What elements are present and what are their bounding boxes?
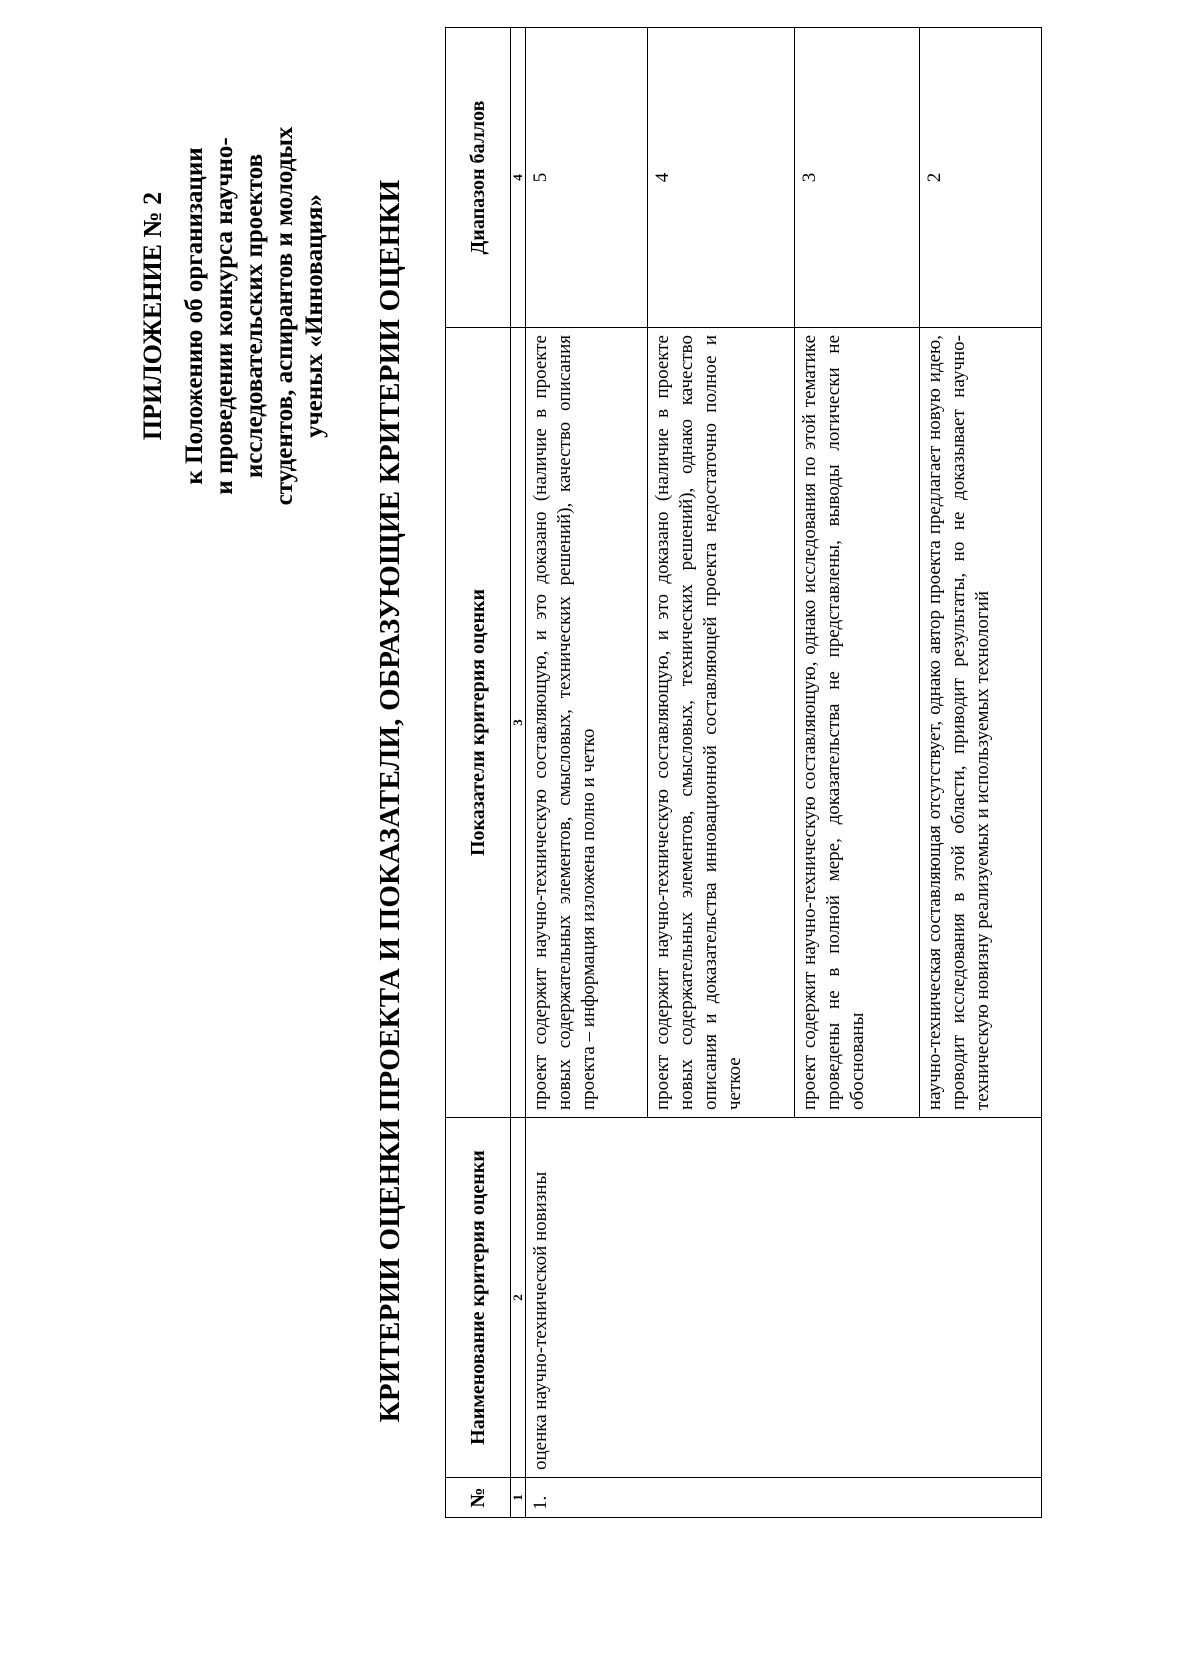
score-value: 3 (795, 28, 920, 328)
header-indicators: Показатели критерия оценки (446, 328, 511, 1118)
appendix-heading (138, 86, 330, 546)
header-number: № (446, 1478, 511, 1518)
indicator-text: проект содержит научно-техническую составляющую, и это доказано (наличие в проекте новых содержательных элементов, смысловых, технических решений), однако качество описания и доказательства инновационной составляющей проекта недостаточно полное и четкое (648, 328, 795, 1118)
appendix-line: и проведении конкурса научно- (211, 137, 238, 495)
page-title: КРИТЕРИИ ОЦЕНКИ ПРОЕКТА И ПОКАЗАТЕЛИ, ОБРАЗУЮЩИЕ КРИТЕРИИ ОЦЕНКИ (374, 179, 406, 1423)
indicator-text: проект содержит научно-техническую составляющую, и это доказано (наличие в проекте новых содержательных элементов, смысловых, технических решений), качество описания проекта – информация изложена полно и четко (526, 328, 648, 1118)
appendix-line: студентов, аспирантов и молодых (271, 126, 298, 506)
column-number-row (511, 28, 526, 1518)
appendix-line: ученых «Инновация» (301, 194, 328, 438)
column-number: 4 (511, 28, 526, 328)
criteria-table (445, 27, 1042, 1518)
indicator-text: научно-техническая составляющая отсутствует, однако автор проекта предлагает новую идею, проводит исследования в этой области, приводит результаты, но не доказывает научно-техническую новизну реализуемых и используемых технологий (920, 328, 1042, 1118)
header-criterion-name: Наименование критерия оценки (446, 1118, 511, 1478)
table-header-row (446, 28, 511, 1518)
appendix-number: ПРИЛОЖЕНИЕ № 2 (138, 191, 167, 441)
column-number: 1 (511, 1478, 526, 1518)
column-number: 3 (511, 328, 526, 1118)
criterion-name: оценка научно-технической новизны (526, 1118, 1042, 1478)
header-score-range: Диапазон баллов (446, 28, 511, 328)
column-number: 2 (511, 1118, 526, 1478)
appendix-line: исследовательских проектов (241, 153, 268, 479)
score-value: 5 (526, 28, 648, 328)
indicator-text: проект содержит научно-техническую составляющую, однако исследования по этой тематике проведены не в полной мере, доказательства не представлены, выводы логически не обоснованы (795, 328, 920, 1118)
appendix-line: к Положению об организации (181, 147, 208, 485)
score-value: 4 (648, 28, 795, 328)
criterion-number: 1. (526, 1478, 1042, 1518)
score-value: 2 (920, 28, 1042, 328)
table-row (526, 28, 648, 1518)
